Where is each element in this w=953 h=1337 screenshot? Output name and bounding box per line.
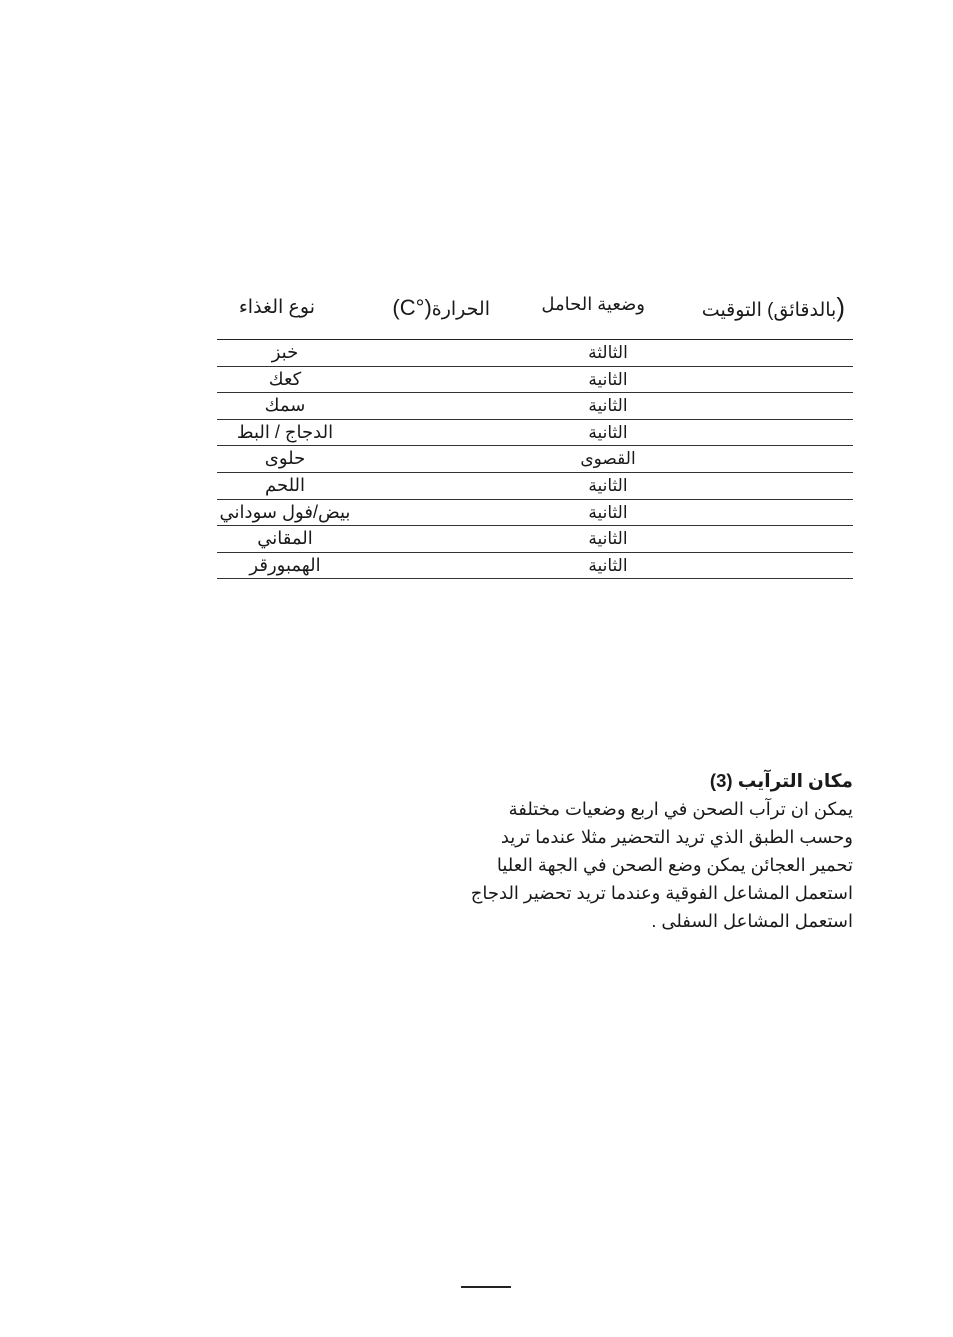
rack-position-paragraph: [433, 767, 853, 935]
header-time-paren-open: (: [836, 292, 845, 322]
paragraph-line: استعمل المشاعل السفلى .: [651, 911, 853, 931]
table-row: [217, 420, 853, 447]
cell-food: كعك: [268, 368, 302, 389]
cell-rack: الثانية: [588, 502, 628, 522]
cell-rack: الثالثة: [588, 343, 628, 362]
cell-rack: الثانية: [588, 396, 628, 416]
header-temperature-label: الحرارة: [431, 299, 490, 320]
table-row: [217, 393, 853, 420]
cell-food: خبز: [271, 342, 299, 362]
cooking-table: [217, 285, 853, 579]
table-row: [217, 553, 853, 580]
table-row: [217, 500, 853, 527]
paragraph-line: وحسب الطبق الذي تريد التحضير مثلا عندما تريد: [500, 827, 853, 847]
header-temperature: [392, 285, 490, 330]
table-header: [217, 285, 853, 340]
header-food-type: نوع الغذاء: [238, 297, 315, 318]
table-row: [217, 526, 853, 553]
page-footer-rule: [461, 1286, 511, 1288]
cell-food: اللحم: [264, 474, 306, 495]
cell-rack: الثانية: [588, 555, 628, 575]
cell-food: المقاني: [257, 528, 313, 549]
cell-rack: الثانية: [588, 529, 628, 549]
cell-rack: الثانية: [588, 369, 628, 389]
cell-rack: القصوى: [580, 449, 636, 469]
cell-rack: الثانية: [588, 475, 628, 495]
table-row: [217, 367, 853, 394]
header-time: [702, 285, 845, 330]
cell-food: الدجاج / البط: [236, 421, 334, 442]
paragraph-line: يمكن ان ترآب الصحن في اربع وضعيات مختلفة: [508, 799, 853, 819]
cell-food: حلوى: [264, 448, 306, 469]
paragraph-line: استعمل المشاعل الفوقية وعندما تريد تحضير الدجاج: [470, 883, 853, 903]
cell-rack: الثانية: [588, 422, 628, 442]
header-temperature-unit: (°C): [392, 295, 432, 320]
paragraph-title: مكان الترآيب (3): [709, 770, 853, 791]
header-rack-position: وضعية الحامل: [541, 294, 645, 314]
table-row: [217, 473, 853, 500]
table-row: [217, 446, 853, 473]
header-time-label: بالدقائق) التوقيت: [701, 300, 837, 321]
table-row: [217, 340, 853, 367]
cell-food: بيض/فول سوداني: [219, 501, 351, 522]
cell-food: الهمبورقر: [249, 554, 321, 575]
cell-food: سمك: [264, 395, 306, 416]
paragraph-line: تحمير العجائن يمكن وضع الصحن في الجهة العليا: [496, 855, 853, 875]
